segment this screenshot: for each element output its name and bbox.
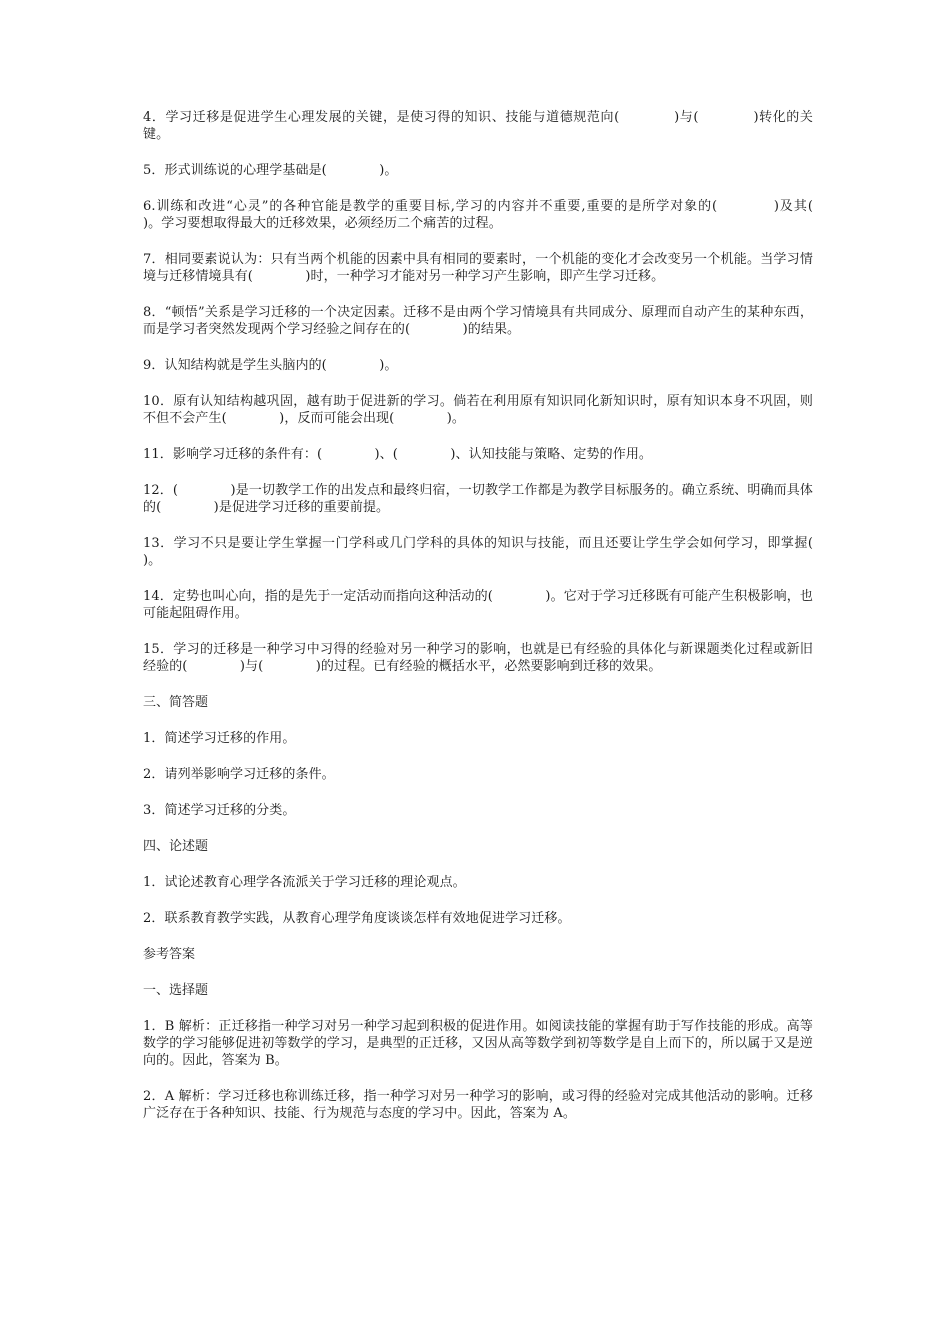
section-heading-essay: 四、论述题: [143, 839, 209, 854]
answers-heading: 参考答案: [143, 947, 196, 962]
answer-item-1: 1．B 解析：正迁移指一种学习对另一种学习起到积极的促进作用。如阅读技能的掌握有助于写作技能的形成。高等数学的学习能够促进初等数学的学习，是典型的正迁移，又因从高等数学到初等数学是自上而下的，所以属于又是逆向的。因此，答案为 B。: [143, 1019, 813, 1068]
fill-blank-item-12: 12．( )是一切教学工作的出发点和最终归宿，一切教学工作都是为教学目标服务的。确立系统、明确而具体的( )是促进学习迁移的重要前提。: [143, 483, 813, 515]
document-page: [143, 109, 866, 1141]
answers-section-heading-choice: 一、选择题: [143, 983, 209, 998]
answer-item-2: 2．A 解析：学习迁移也称训练迁移，指一种学习对另一种学习的影响，或习得的经验对完成其他活动的影响。迁移广泛存在于各种知识、技能、行为规范与态度的学习中。因此，答案为 A。: [143, 1089, 813, 1121]
short-answer-item-2: 2．请列举影响学习迁移的条件。: [143, 767, 335, 782]
essay-item-2: 2．联系教育教学实践，从教育心理学角度谈谈怎样有效地促进学习迁移。: [143, 911, 571, 926]
fill-blank-item-10: 10．原有认知结构越巩固，越有助于促进新的学习。倘若在利用原有知识同化新知识时，原有知识本身不巩固，则不但不会产生( )，反而可能会出现( )。: [143, 394, 813, 426]
essay-item-1: 1．试论述教育心理学各流派关于学习迁移的理论观点。: [143, 875, 466, 890]
fill-blank-item-9: 9．认知结构就是学生头脑内的( )。: [143, 358, 398, 373]
fill-blank-item-5: 5．形式训练说的心理学基础是( )。: [143, 163, 398, 178]
fill-blank-item-4: 4．学习迁移是促进学生心理发展的关键，是使习得的知识、技能与道德规范向( )与( )转化的关键。: [143, 110, 813, 142]
fill-blank-item-8: 8．“顿悟”关系是学习迁移的一个决定因素。迁移不是由两个学习情境具有共同成分、原理而自动产生的某种东西，而是学习者突然发现两个学习经验之间存在的( )的结果。: [143, 305, 813, 337]
section-heading-short-answer: 三、简答题: [143, 695, 209, 710]
fill-blank-item-11: 11．影响学习迁移的条件有：( )、( )、认知技能与策略、定势的作用。: [143, 447, 653, 462]
fill-blank-item-15: 15．学习的迁移是一种学习中习得的经验对另一种学习的影响，也就是已有经验的具体化与新课题类化过程或新旧经验的( )与( )的过程。已有经验的概括水平，必然要影响到迁移的效果。: [143, 642, 813, 674]
fill-blank-item-7: 7．相同要素说认为：只有当两个机能的因素中具有相同的要素时，一个机能的变化才会改变另一个机能。当学习情境与迁移情境具有( )时，一种学习才能对另一种学习产生影响，即产生学习迁移。: [143, 252, 813, 284]
fill-blank-item-13: 13．学习不只是要让学生掌握一门学科或几门学科的具体的知识与技能，而且还要让学生学会如何学习，即掌握( )。: [143, 536, 866, 568]
short-answer-item-1: 1．简述学习迁移的作用。: [143, 731, 296, 746]
fill-blank-item-14: 14．定势也叫心向，指的是先于一定活动而指向这种活动的( )。它对于学习迁移既有可能产生积极影响，也可能起阻碍作用。: [143, 589, 813, 621]
fill-blank-item-6: 6.训练和改进“心灵”的各种官能是教学的重要目标,学习的内容并不重要,重要的是所学对象的( )及其( )。学习要想取得最大的迁移效果，必须经历二个痛苦的过程。: [143, 199, 866, 231]
short-answer-item-3: 3．简述学习迁移的分类。: [143, 803, 296, 818]
